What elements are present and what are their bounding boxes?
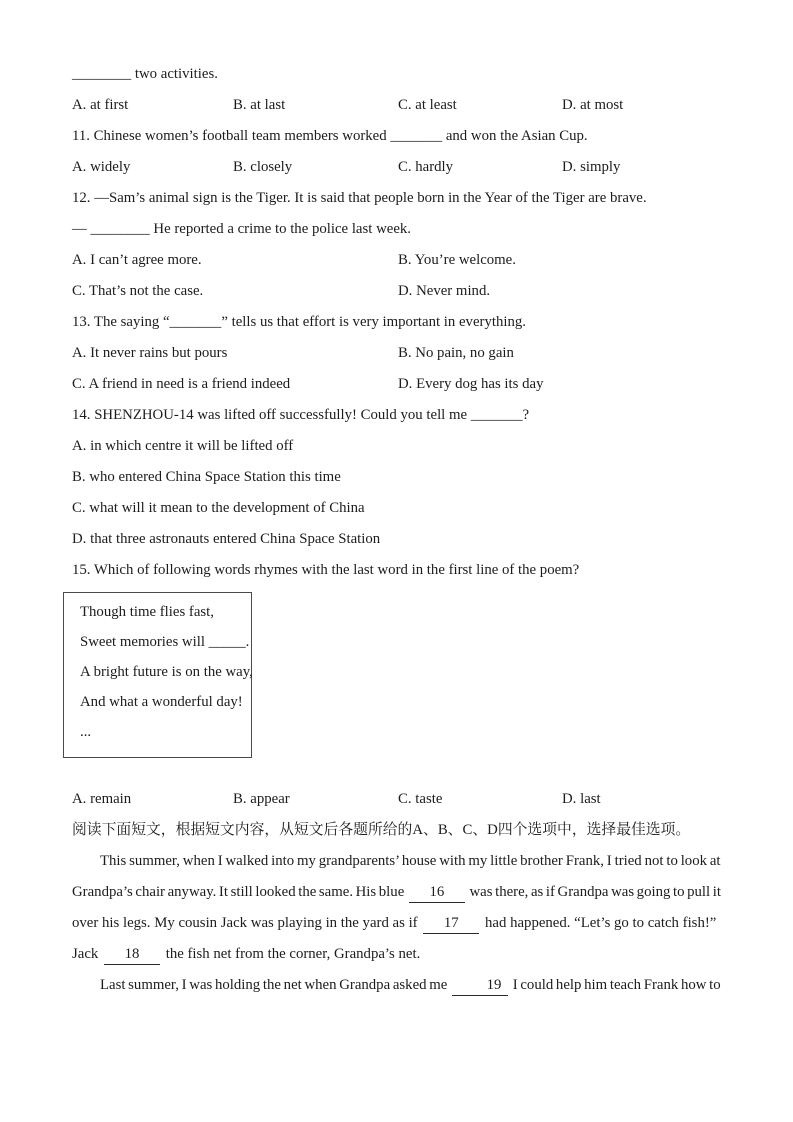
question-12-option-d: D. Never mind. xyxy=(398,283,491,299)
cloze-blank-19: 19 xyxy=(452,976,508,996)
question-13-options-row-1 xyxy=(72,338,721,369)
question-12-options-row-1 xyxy=(72,245,721,276)
cloze-text: Grandpa’s chair anyway. It still looked the same. His blue xyxy=(72,884,405,900)
question-15-stem: 15. Which of following words rhymes with the last word in the first line of the poem? xyxy=(72,562,580,578)
question-13-stem: 13. The saying “_______” tells us that effort is very important in everything. xyxy=(72,314,526,330)
question-12-option-c: C. That’s not the case. xyxy=(72,283,204,299)
question-13-option-d: D. Every dog has its day xyxy=(398,376,544,392)
cloze-text: I could help him teach Frank how to xyxy=(512,977,721,993)
cloze-blank-17: 17 xyxy=(423,914,479,934)
question-15-option-c: C. taste xyxy=(398,791,443,807)
question-10-option-b: B. at last xyxy=(233,97,286,113)
question-14-option-c: C. what will it mean to the development of China xyxy=(72,500,365,516)
question-11-option-a: A. widely xyxy=(72,159,131,175)
question-12-options-row-2 xyxy=(72,276,721,307)
poem-line-2: Sweet memories will _____. xyxy=(80,634,250,650)
question-11-option-c: C. hardly xyxy=(398,159,454,175)
section-instruction-zh: 阅读下面短文，根据短文内容，从短文后各题所给的A、B、C、D四个选项中，选择最佳选项。 xyxy=(72,822,691,838)
question-12-stem-line-1: 12. —Sam’s animal sign is the Tiger. It is said that people born in the Year of the Tiger are brave. xyxy=(72,190,647,206)
poem-line-1: Though time flies fast, xyxy=(80,604,214,620)
cloze-text: had happened. “Let’s go to catch fish!” xyxy=(485,915,717,931)
question-11-stem: 11. Chinese women’s football team members worked _______ and won the Asian Cup. xyxy=(72,128,588,144)
question-13-option-b: B. No pain, no gain xyxy=(398,345,514,361)
poem-line-4: And what a wonderful day! xyxy=(80,694,243,710)
question-11-option-b: B. closely xyxy=(233,159,293,175)
question-12-stem-line-2: — ________ He reported a crime to the police last week. xyxy=(72,221,411,237)
question-11-options xyxy=(72,152,721,183)
poem-line-3: A bright future is on the way, xyxy=(80,664,253,680)
question-10-option-a: A. at first xyxy=(72,97,129,113)
cloze-paragraph1-line4 xyxy=(72,939,721,970)
question-11-option-d: D. simply xyxy=(562,159,621,175)
cloze-text: Jack xyxy=(72,946,99,962)
poem-line-ellipsis: ... xyxy=(80,724,92,740)
question-15-option-d: D. last xyxy=(562,791,601,807)
question-14-option-d: D. that three astronauts entered China Space Station xyxy=(72,531,381,547)
cloze-blank-18: 18 xyxy=(104,945,160,965)
cloze-paragraph1-line3 xyxy=(72,908,721,939)
question-10-option-c: C. at least xyxy=(398,97,457,113)
question-12-option-b: B. You’re welcome. xyxy=(398,252,516,268)
question-15-options xyxy=(72,784,721,815)
question-13-options-row-2 xyxy=(72,369,721,400)
cloze-paragraph1-line1: This summer, when I walked into my grandparents’ house with my little brother Frank, I tried not to look at xyxy=(100,853,721,869)
question-13-option-c: C. A friend in need is a friend indeed xyxy=(72,376,291,392)
cloze-text: the fish net from the corner, Grandpa’s net. xyxy=(165,946,421,962)
question-10-option-d: D. at most xyxy=(562,97,624,113)
poem-box xyxy=(63,592,252,758)
question-15-option-a: A. remain xyxy=(72,791,132,807)
question-10-continuation: ________ two activities. xyxy=(72,66,218,82)
cloze-paragraph1-line2 xyxy=(72,877,721,908)
question-14-option-a: A. in which centre it will be lifted off xyxy=(72,438,294,454)
cloze-paragraph2-line1 xyxy=(72,970,721,1001)
question-14-stem: 14. SHENZHOU-14 was lifted off successfully! Could you tell me _______? xyxy=(72,407,530,423)
question-15-option-b: B. appear xyxy=(233,791,290,807)
question-10-options xyxy=(72,90,721,121)
question-14-option-b: B. who entered China Space Station this time xyxy=(72,469,341,485)
cloze-text: Last summer, I was holding the net when Grandpa asked me xyxy=(100,977,448,993)
cloze-blank-16: 16 xyxy=(409,883,465,903)
cloze-text: was there, as if Grandpa was going to pull it xyxy=(469,884,721,900)
question-12-option-a: A. I can’t agree more. xyxy=(72,252,202,268)
question-13-option-a: A. It never rains but pours xyxy=(72,345,228,361)
cloze-text: over his legs. My cousin Jack was playing in the yard as if xyxy=(72,915,418,931)
